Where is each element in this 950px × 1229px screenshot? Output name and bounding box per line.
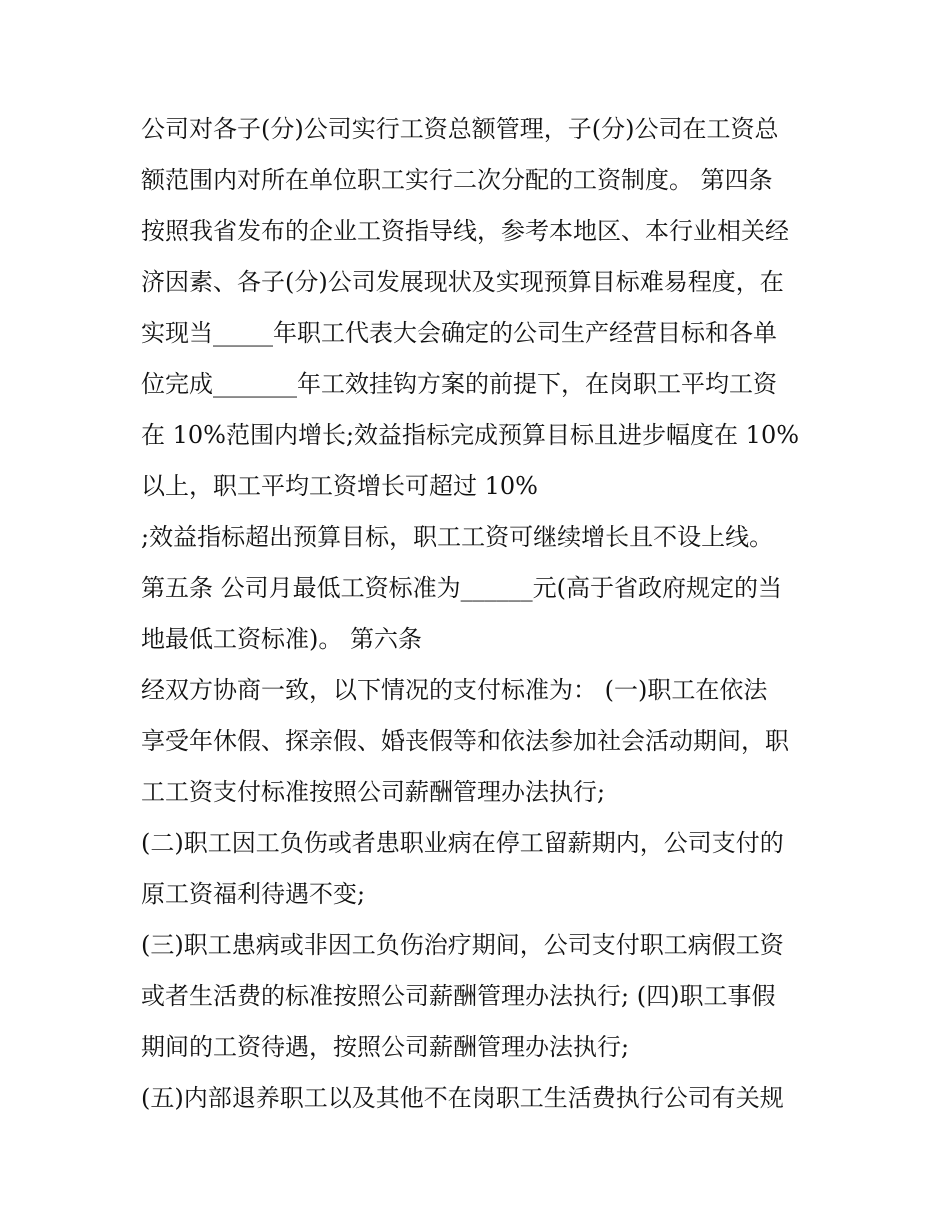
text-line: 享受年休假、探亲假、婚丧假等和依法参加社会活动期间，职 <box>141 727 789 755</box>
text-line: 经双方协商一致，以下情况的支付标准为： (一)职工在依法 <box>141 676 768 704</box>
document-body <box>141 104 821 1124</box>
text-line: 第五条 公司月最低工资标准为______元(高于省政府规定的当 <box>141 574 782 602</box>
text-line: 济因素、各子(分)公司发展现状及实现预算目标难易程度，在 <box>141 268 784 296</box>
text-line: (五)内部退养职工以及其他不在岗职工生活费执行公司有关规 <box>141 1084 784 1112</box>
text-line: 位完成_______年工效挂钩方案的前提下，在岗职工平均工资 <box>141 370 777 398</box>
text-line: 以上，职工平均工资增长可超过 10% <box>141 472 538 500</box>
text-line: (二)职工因工负伤或者患职业病在停工留薪期内，公司支付的 <box>141 829 784 857</box>
text-line: 实现当_____年职工代表大会确定的公司生产经营目标和各单 <box>141 319 777 347</box>
text-line: ;效益指标超出预算目标，职工工资可继续增长且不设上线。 <box>141 523 774 551</box>
text-line: 地最低工资标准)。 第六条 <box>141 625 422 653</box>
text-line: 或者生活费的标准按照公司薪酬管理办法执行; (四)职工事假 <box>141 982 776 1010</box>
text-line: 期间的工资待遇，按照公司薪酬管理办法执行; <box>141 1033 630 1061</box>
text-line: 额范围内对所在单位职工实行二次分配的工资制度。 第四条 <box>141 166 773 194</box>
text-line: 原工资福利待遇不变; <box>141 880 366 908</box>
text-line: 按照我省发布的企业工资指导线，参考本地区、本行业相关经 <box>141 217 789 245</box>
text-line: (三)职工患病或非因工负伤治疗期间，公司支付职工病假工资 <box>141 931 784 959</box>
text-line: 在 10%范围内增长;效益指标完成预算目标且进步幅度在 10% <box>141 421 800 449</box>
text-line: 公司对各子(分)公司实行工资总额管理，子(分)公司在工资总 <box>141 115 779 143</box>
text-line: 工工资支付标准按照公司薪酬管理办法执行; <box>141 778 606 806</box>
